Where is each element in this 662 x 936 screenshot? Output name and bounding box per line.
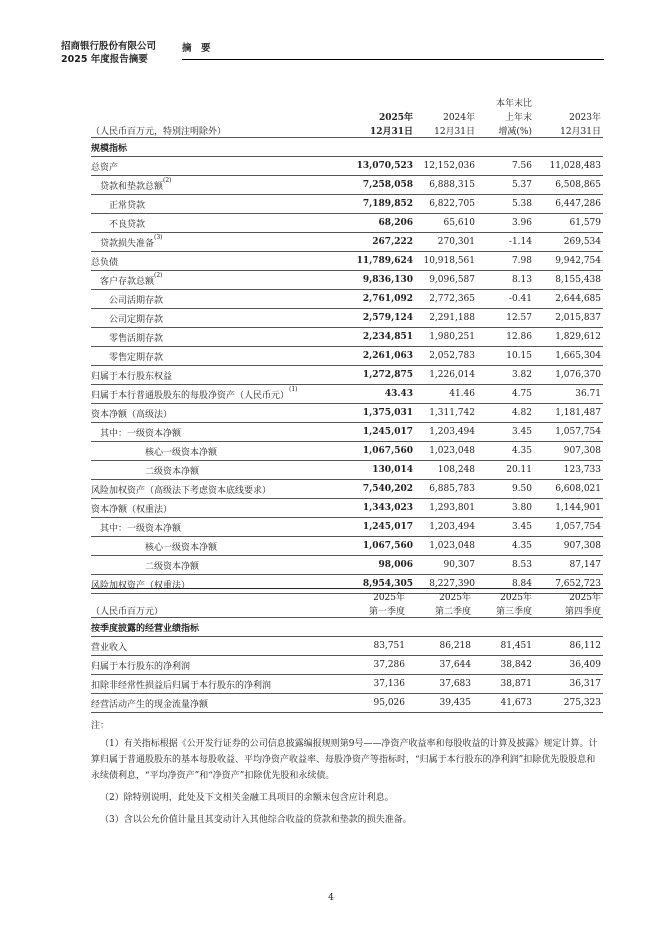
value-change: 3.96: [477, 214, 534, 233]
col-head-change-pct: 增减(%): [477, 123, 534, 138]
table-row: [91, 157, 603, 176]
table-row: [91, 347, 603, 366]
table-row: [91, 309, 603, 328]
table-row: [91, 271, 603, 290]
section-quarterly: 按季度披露的经营业绩指标: [91, 618, 603, 637]
value-2024: 9,096,587: [415, 271, 477, 290]
value-2025: 130,014: [343, 461, 415, 480]
value-2023: 123,733: [534, 461, 603, 480]
value-2024: 41.46: [415, 385, 477, 404]
value-2024: 1,226,014: [415, 366, 477, 385]
row-label: 资本净额（权重法）: [91, 499, 343, 518]
quarterly-results-table: [91, 588, 603, 713]
section-scale-indicators: 规模指标: [91, 138, 603, 157]
company-name: 招商银行股份有限公司: [61, 41, 157, 52]
value-change: 4.35: [477, 442, 534, 461]
col-head-2024: 2024年: [443, 112, 475, 123]
value-change: 4.35: [477, 537, 534, 556]
notes: [91, 718, 603, 828]
value-2023: 1,144,901: [534, 499, 603, 518]
value-q3: 38,871: [473, 675, 534, 694]
value-2025: 2,234,851: [343, 328, 415, 347]
value-2023: 1,181,487: [534, 404, 603, 423]
value-2023: 6,447,286: [534, 195, 603, 214]
row-label: 风险加权资产（高级法下考虑资本底线要求）: [91, 480, 343, 499]
row-label: 贷款和垫款总额$^{(2)}$: [91, 176, 343, 195]
report-name: 2025 年度报告摘要: [61, 54, 148, 65]
col-head-2024-date: 12月31日: [415, 123, 477, 138]
row-label: 总资产: [91, 157, 343, 176]
value-2025: 1,067,560: [343, 537, 415, 556]
value-change: 5.37: [477, 176, 534, 195]
table-row: [91, 195, 603, 214]
row-label: 二级资本净额: [91, 556, 343, 575]
table-row: [91, 290, 603, 309]
value-2023: 907,308: [534, 537, 603, 556]
notes-title: 注：: [91, 721, 110, 731]
value-2024: 1,023,048: [415, 442, 477, 461]
value-q3: 81,451: [473, 637, 534, 656]
row-label: 其中：一级资本净额: [91, 518, 343, 537]
value-q4: 275,323: [534, 694, 603, 713]
value-2024: 2,052,783: [415, 347, 477, 366]
scale-indicators-table: [91, 95, 603, 594]
value-2025: 68,206: [343, 214, 415, 233]
value-2024: 1,311,742: [415, 404, 477, 423]
value-q2: 37,683: [407, 675, 473, 694]
row-label: 零售定期存款: [91, 347, 343, 366]
q-head-1: 第一季度: [343, 603, 407, 618]
value-change: -0.41: [477, 290, 534, 309]
table-row: [91, 366, 603, 385]
value-2023: 36.71: [534, 385, 603, 404]
row-label: 扣除非经常性损益后归属于本行股东的净利润: [91, 675, 343, 694]
value-2023: 1,057,754: [534, 423, 603, 442]
unit-note: （人民币百万元，特别注明除外）: [91, 123, 343, 138]
value-2024: 10,918,561: [415, 252, 477, 271]
value-2023: 61,579: [534, 214, 603, 233]
value-change: 7.98: [477, 252, 534, 271]
value-2025: 1,272,875: [343, 366, 415, 385]
value-2025: 1,245,017: [343, 423, 415, 442]
value-2024: 2,291,188: [415, 309, 477, 328]
value-2023: 87,147: [534, 556, 603, 575]
value-change: 4.82: [477, 404, 534, 423]
value-2024: 12,152,036: [415, 157, 477, 176]
row-label: 公司活期存款: [91, 290, 343, 309]
note-1: （1）有关指标根据《公开发行证券的公司信息披露编报规则第9号——净资产收益率和每股收益的计算及披露》规定计算。计算归属于普通股股东的基本每股收益、平均净资产收益率、每股净资产等指标时，“归属于本行股东的净利润”扣除优先股股息和永续债利息，“平均净资产”和“净资产”扣除优先股和永续债。: [91, 739, 598, 781]
value-2025: 2,261,063: [343, 347, 415, 366]
value-2023: 2,644,685: [534, 290, 603, 309]
table-row: [91, 556, 603, 575]
value-q2: 37,644: [407, 656, 473, 675]
value-change: 3.45: [477, 423, 534, 442]
value-change: 4.75: [477, 385, 534, 404]
table-row: [91, 480, 603, 499]
table-row: [91, 675, 603, 694]
value-2023: 907,308: [534, 442, 603, 461]
value-2023: 7,652,723: [534, 575, 603, 594]
table-row: [91, 537, 603, 556]
col-head-2025-date: 12月31日: [343, 123, 415, 138]
row-label: 归属于本行股东的净利润: [91, 656, 343, 675]
row-label: 资本净额（高级法）: [91, 404, 343, 423]
row-label: 公司定期存款: [91, 309, 343, 328]
value-2025: 2,761,092: [343, 290, 415, 309]
value-2024: 6,822,705: [415, 195, 477, 214]
table-row: [91, 461, 603, 480]
value-2025: 13,070,523: [343, 157, 415, 176]
row-label: 不良贷款: [91, 214, 343, 233]
value-change: 3.82: [477, 366, 534, 385]
value-change: 8.84: [477, 575, 534, 594]
value-change: 12.86: [477, 328, 534, 347]
row-label: 客户存款总额$^{(2)}$: [91, 271, 343, 290]
q-head-3-year: 2025年: [473, 589, 534, 604]
table-row: [91, 385, 603, 404]
value-2024: 108,248: [415, 461, 477, 480]
value-2023: 9,942,754: [534, 252, 603, 271]
value-2025: 2,579,124: [343, 309, 415, 328]
value-2024: 1,293,801: [415, 499, 477, 518]
row-label: 正常贷款: [91, 195, 343, 214]
col-head-2023-date: 12月31日: [534, 123, 603, 138]
q-head-4: 第四季度: [534, 603, 603, 618]
value-q1: 83,751: [343, 637, 407, 656]
value-q4: 86,112: [534, 637, 603, 656]
value-2025: 7,540,202: [343, 480, 415, 499]
value-2025: 8,954,305: [343, 575, 415, 594]
table-row: [91, 423, 603, 442]
value-q3: 38,842: [473, 656, 534, 675]
value-2023: 8,155,438: [534, 271, 603, 290]
value-2025: 1,343,023: [343, 499, 415, 518]
row-label: 核心一级资本净额: [91, 537, 343, 556]
table-row: [91, 656, 603, 675]
value-2023: 1,076,370: [534, 366, 603, 385]
value-2024: 2,772,365: [415, 290, 477, 309]
value-q2: 86,218: [407, 637, 473, 656]
row-label: 归属于本行普通股股东的每股净资产（人民币元）$^{(1)}$: [91, 385, 343, 404]
value-q1: 37,286: [343, 656, 407, 675]
value-q4: 36,409: [534, 656, 603, 675]
value-change: 20.11: [477, 461, 534, 480]
value-2024: 6,888,315: [415, 176, 477, 195]
value-2023: 6,508,865: [534, 176, 603, 195]
value-2025: 7,189,852: [343, 195, 415, 214]
table-row: [91, 214, 603, 233]
value-2024: 1,203,494: [415, 423, 477, 442]
value-2025: 7,258,058: [343, 176, 415, 195]
value-change: 5.38: [477, 195, 534, 214]
table-row: [91, 233, 603, 252]
section-title: 摘 要: [182, 43, 211, 54]
value-change: 8.53: [477, 556, 534, 575]
value-2025: 1,245,017: [343, 518, 415, 537]
value-2025: 98,006: [343, 556, 415, 575]
table-row: [91, 404, 603, 423]
value-2023: 1,665,304: [534, 347, 603, 366]
table-row: [91, 176, 603, 195]
value-q4: 36,317: [534, 675, 603, 694]
value-2024: 270,301: [415, 233, 477, 252]
value-2025: 1,375,031: [343, 404, 415, 423]
row-label: 其中：一级资本净额: [91, 423, 343, 442]
q-head-2: 第二季度: [407, 603, 473, 618]
q-head-1-year: 2025年: [343, 589, 407, 604]
value-2024: 6,885,783: [415, 480, 477, 499]
row-label: 归属于本行股东权益: [91, 366, 343, 385]
value-2023: 6,608,021: [534, 480, 603, 499]
note-2: （2）除特别说明，此处及下文相关金融工具项目的余额未包含应计利息。: [100, 793, 394, 803]
value-change: 3.80: [477, 499, 534, 518]
value-change: 9.50: [477, 480, 534, 499]
value-change: 12.57: [477, 309, 534, 328]
row-label: 经营活动产生的现金流量净额: [91, 694, 343, 713]
q-unit-note: （人民币百万元）: [91, 603, 343, 618]
row-label: 风险加权资产（权重法）: [91, 575, 343, 594]
value-2025: 267,222: [343, 233, 415, 252]
table-row: [91, 252, 603, 271]
value-change: -1.14: [477, 233, 534, 252]
value-2023: 2,015,837: [534, 309, 603, 328]
value-2025: 11,789,624: [343, 252, 415, 271]
page-number: 4: [328, 893, 334, 903]
value-change: 3.45: [477, 518, 534, 537]
table-row: [91, 637, 603, 656]
value-2023: 1,829,612: [534, 328, 603, 347]
value-2025: 43.43: [343, 385, 415, 404]
value-2024: 65,610: [415, 214, 477, 233]
table-row: [91, 694, 603, 713]
value-2025: 1,067,560: [343, 442, 415, 461]
value-change: 10.15: [477, 347, 534, 366]
value-q1: 37,136: [343, 675, 407, 694]
col-head-change: 上年末: [504, 112, 532, 123]
value-2023: 1,057,754: [534, 518, 603, 537]
row-label: 二级资本净额: [91, 461, 343, 480]
value-change: 7.56: [477, 157, 534, 176]
note-3: （3）含以公允价值计量且其变动计入其他综合收益的贷款和垫款的损失准备。: [100, 815, 412, 825]
header-rule: [182, 59, 604, 60]
q-head-3: 第三季度: [473, 603, 534, 618]
col-head-2023: 2023年: [569, 112, 601, 123]
row-label: 营业收入: [91, 637, 343, 656]
value-q3: 41,673: [473, 694, 534, 713]
q-head-2-year: 2025年: [407, 589, 473, 604]
value-2023: 269,534: [534, 233, 603, 252]
row-label: 总负债: [91, 252, 343, 271]
row-label: 核心一级资本净额: [91, 442, 343, 461]
value-2024: 1,203,494: [415, 518, 477, 537]
value-2024: 1,980,251: [415, 328, 477, 347]
value-2024: 1,023,048: [415, 537, 477, 556]
value-2024: 90,307: [415, 556, 477, 575]
col-head-2025: 2025年: [378, 112, 413, 123]
table-row: [91, 499, 603, 518]
value-q2: 39,435: [407, 694, 473, 713]
company-header: [61, 40, 156, 66]
table-row: [91, 442, 603, 461]
value-2023: 11,028,483: [534, 157, 603, 176]
table-row: [91, 328, 603, 347]
col-head-change-top: 本年末比: [495, 98, 532, 109]
value-2025: 9,836,130: [343, 271, 415, 290]
value-q1: 95,026: [343, 694, 407, 713]
value-change: 8.13: [477, 271, 534, 290]
q-head-4-year: 2025年: [534, 589, 603, 604]
row-label: 贷款损失准备$^{(3)}$: [91, 233, 343, 252]
value-2024: 8,227,390: [415, 575, 477, 594]
row-label: 零售活期存款: [91, 328, 343, 347]
table-row: [91, 518, 603, 537]
